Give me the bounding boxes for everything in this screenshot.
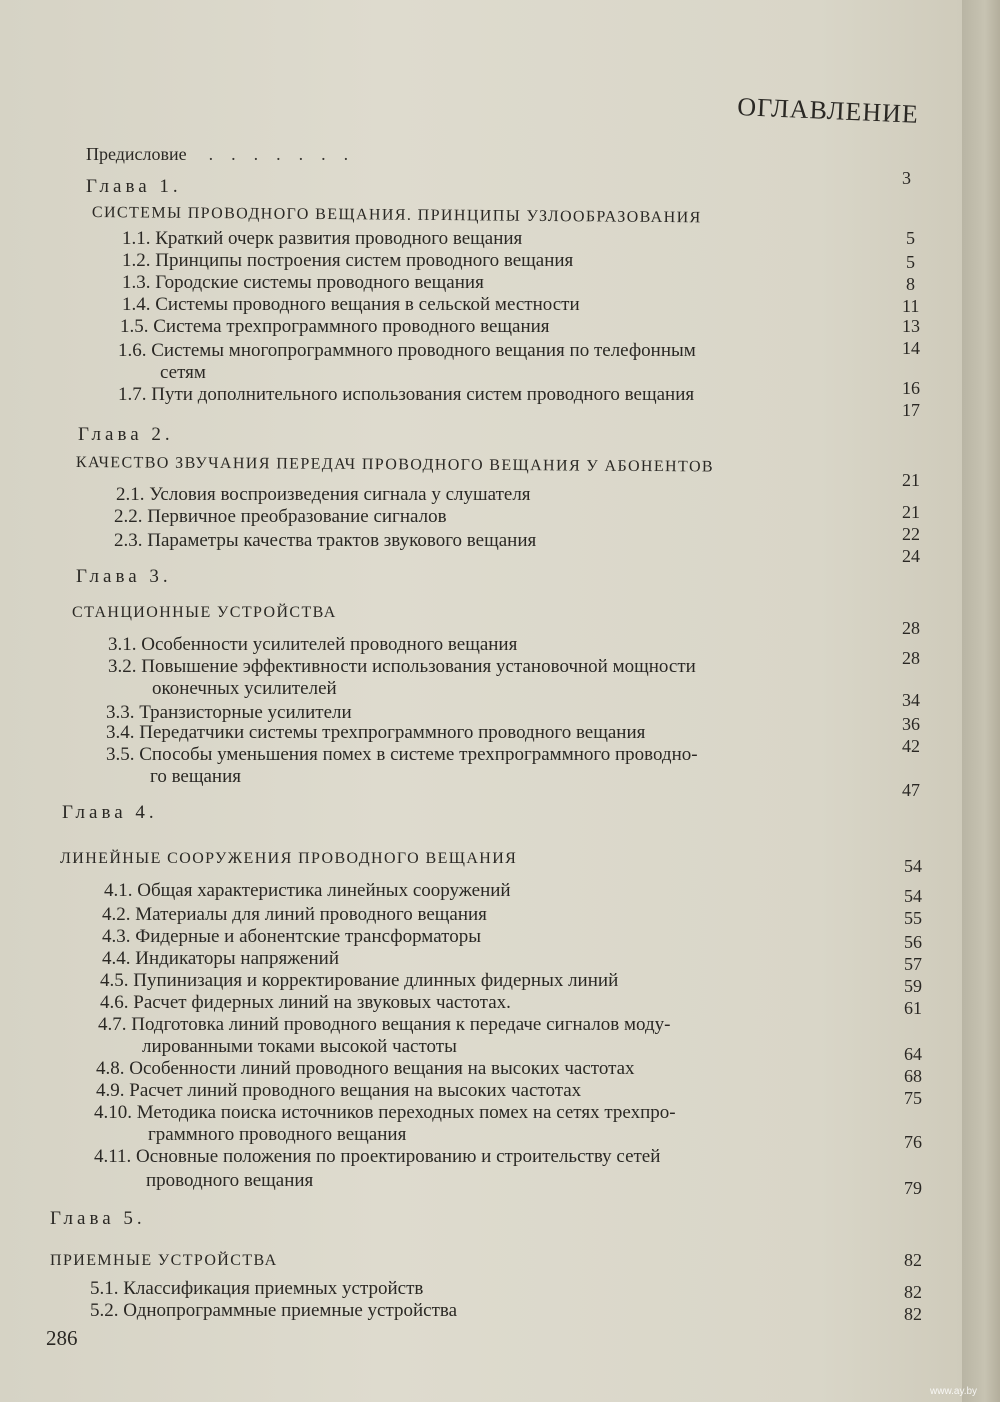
- toc-entry: 4.9. Расчет линий проводного вещания на высоких частотах: [96, 1080, 582, 1101]
- toc-entry: 4.3. Фидерные и абонентские трансформаторы: [102, 926, 481, 947]
- entry-page: 82: [904, 1282, 922, 1302]
- entry-page: 24: [902, 546, 920, 566]
- toc-entry: 4.6. Расчет фидерных линий на звуковых частотах.: [100, 992, 511, 1013]
- toc-entry: 4.4. Индикаторы напряжений: [102, 948, 339, 969]
- chapter-page: 28: [902, 618, 920, 638]
- toc-entry: 1.2. Принципы построения систем проводного вещания: [122, 250, 574, 271]
- toc-entry: 4.1. Общая характеристика линейных сооружений: [104, 880, 511, 901]
- page-edge: [962, 0, 1000, 1402]
- entry-page: 17: [902, 400, 920, 420]
- chapter-title: СИСТЕМЫ ПРОВОДНОГО ВЕЩАНИЯ. ПРИНЦИПЫ УЗЛООБРАЗОВАНИЯ: [91, 204, 702, 227]
- toc-entry: 4.7. Подготовка линий проводного вещания к передаче сигналов моду-: [98, 1014, 671, 1035]
- toc-entry-continued: лированными токами высокой частоты: [142, 1036, 457, 1057]
- watermark: www.ay.by: [930, 1386, 978, 1397]
- entry-page: 22: [902, 524, 920, 544]
- entry-page: 34: [902, 690, 920, 710]
- chapter-page: 82: [904, 1250, 922, 1270]
- entry-page: 55: [904, 908, 922, 928]
- chapter-label: Глава 5.: [50, 1208, 146, 1229]
- entry-page: 68: [904, 1066, 922, 1086]
- entry-page: 42: [902, 736, 920, 756]
- entry-page: 75: [904, 1088, 922, 1108]
- entry-page: 13: [902, 316, 920, 336]
- toc-entry-continued: сетям: [160, 362, 206, 383]
- chapter-page: 21: [902, 470, 920, 490]
- entry-page: 47: [902, 780, 920, 800]
- entry-page: 28: [902, 648, 920, 668]
- toc-entry: 3.4. Передатчики системы трехпрограммного проводного вещания: [106, 722, 646, 743]
- toc-entry: 1.1. Краткий очерк развития проводного вещания: [122, 228, 523, 249]
- chapter-title: КАЧЕСТВО ЗВУЧАНИЯ ПЕРЕДАЧ ПРОВОДНОГО ВЕЩАНИЯ У АБОНЕНТОВ: [75, 454, 715, 476]
- toc-entry: 3.1. Особенности усилителей проводного вещания: [108, 634, 518, 655]
- entry-page: 14: [902, 338, 920, 358]
- toc-entry: 5.1. Классификация приемных устройств: [90, 1278, 424, 1299]
- toc-entry-continued: оконечных усилителей: [152, 678, 337, 699]
- toc-entry: 2.2. Первичное преобразование сигналов: [114, 506, 447, 527]
- entry-page: 82: [904, 1304, 922, 1324]
- toc-entry-continued: го вещания: [150, 766, 242, 787]
- entry-page: 79: [904, 1178, 922, 1198]
- toc-entry: 1.7. Пути дополнительного использования систем проводного вещания: [118, 384, 695, 405]
- toc-entry: 4.8. Особенности линий проводного вещания на высоких частотах: [96, 1058, 635, 1079]
- chapter-title: ПРИЕМНЫЕ УСТРОЙСТВА: [50, 1252, 278, 1269]
- toc-entry: 1.5. Система трехпрограммного проводного вещания: [120, 316, 550, 337]
- preface-label: Предисловие .......: [86, 144, 367, 164]
- entry-page: 8: [906, 274, 915, 294]
- toc-entry: 1.3. Городские системы проводного вещания: [122, 272, 484, 293]
- toc-entry: 4.5. Пупинизация и корректирование длинных фидерных линий: [100, 970, 619, 991]
- toc-entry: 4.2. Материалы для линий проводного вещания: [102, 904, 487, 925]
- toc-entry: 3.5. Способы уменьшения помех в системе трехпрограммного проводно-: [106, 744, 698, 765]
- toc-entry: 2.3. Параметры качества трактов звукового вещания: [114, 530, 537, 551]
- entry-page: 21: [902, 502, 920, 522]
- toc-entry: 4.10. Методика поиска источников переходных помех на сетях трехпро-: [94, 1102, 676, 1123]
- entry-page: 57: [904, 954, 922, 974]
- toc-entry: 1.6. Системы многопрограммного проводного вещания по телефонным: [118, 340, 696, 361]
- entry-page: 61: [904, 998, 922, 1018]
- toc-entry: 3.3. Транзисторные усилители: [106, 702, 352, 723]
- chapter-page: 54: [904, 856, 922, 876]
- page-number: 286: [46, 1326, 78, 1350]
- entry-page: 54: [904, 886, 922, 906]
- toc-entry: 5.2. Однопрограммные приемные устройства: [90, 1300, 458, 1321]
- entry-page: 16: [902, 378, 920, 398]
- chapter-title: СТАНЦИОННЫЕ УСТРОЙСТВА: [72, 604, 337, 621]
- chapter-label: Глава 1.: [86, 176, 182, 197]
- chapter-label: Глава 3.: [76, 566, 172, 587]
- chapter-label: Глава 2.: [78, 424, 174, 445]
- chapter-page: 5: [906, 228, 915, 248]
- entry-page: 56: [904, 932, 922, 952]
- toc-entry-continued: граммного проводного вещания: [148, 1124, 407, 1145]
- chapter-label: Глава 4.: [62, 802, 158, 823]
- entry-page: 11: [902, 296, 920, 316]
- toc-entry: 3.2. Повышение эффективности использования установочной мощности: [108, 656, 696, 677]
- toc-entry-continued: проводного вещания: [146, 1170, 314, 1191]
- entry-page: 76: [904, 1132, 922, 1152]
- entry-page: 5: [906, 252, 915, 272]
- preface-page: 3: [902, 168, 911, 188]
- entry-page: 64: [904, 1044, 922, 1064]
- chapter-title: ЛИНЕЙНЫЕ СООРУЖЕНИЯ ПРОВОДНОГО ВЕЩАНИЯ: [60, 850, 518, 867]
- page-title: ОГЛАВЛЕНИЕ: [736, 92, 920, 129]
- toc-entry: 2.1. Условия воспроизведения сигнала у слушателя: [116, 484, 531, 505]
- entry-page: 59: [904, 976, 922, 996]
- entry-page: 36: [902, 714, 920, 734]
- toc-entry: 1.4. Системы проводного вещания в сельской местности: [122, 294, 580, 315]
- toc-entry: 4.11. Основные положения по проектированию и строительству сетей: [94, 1146, 661, 1167]
